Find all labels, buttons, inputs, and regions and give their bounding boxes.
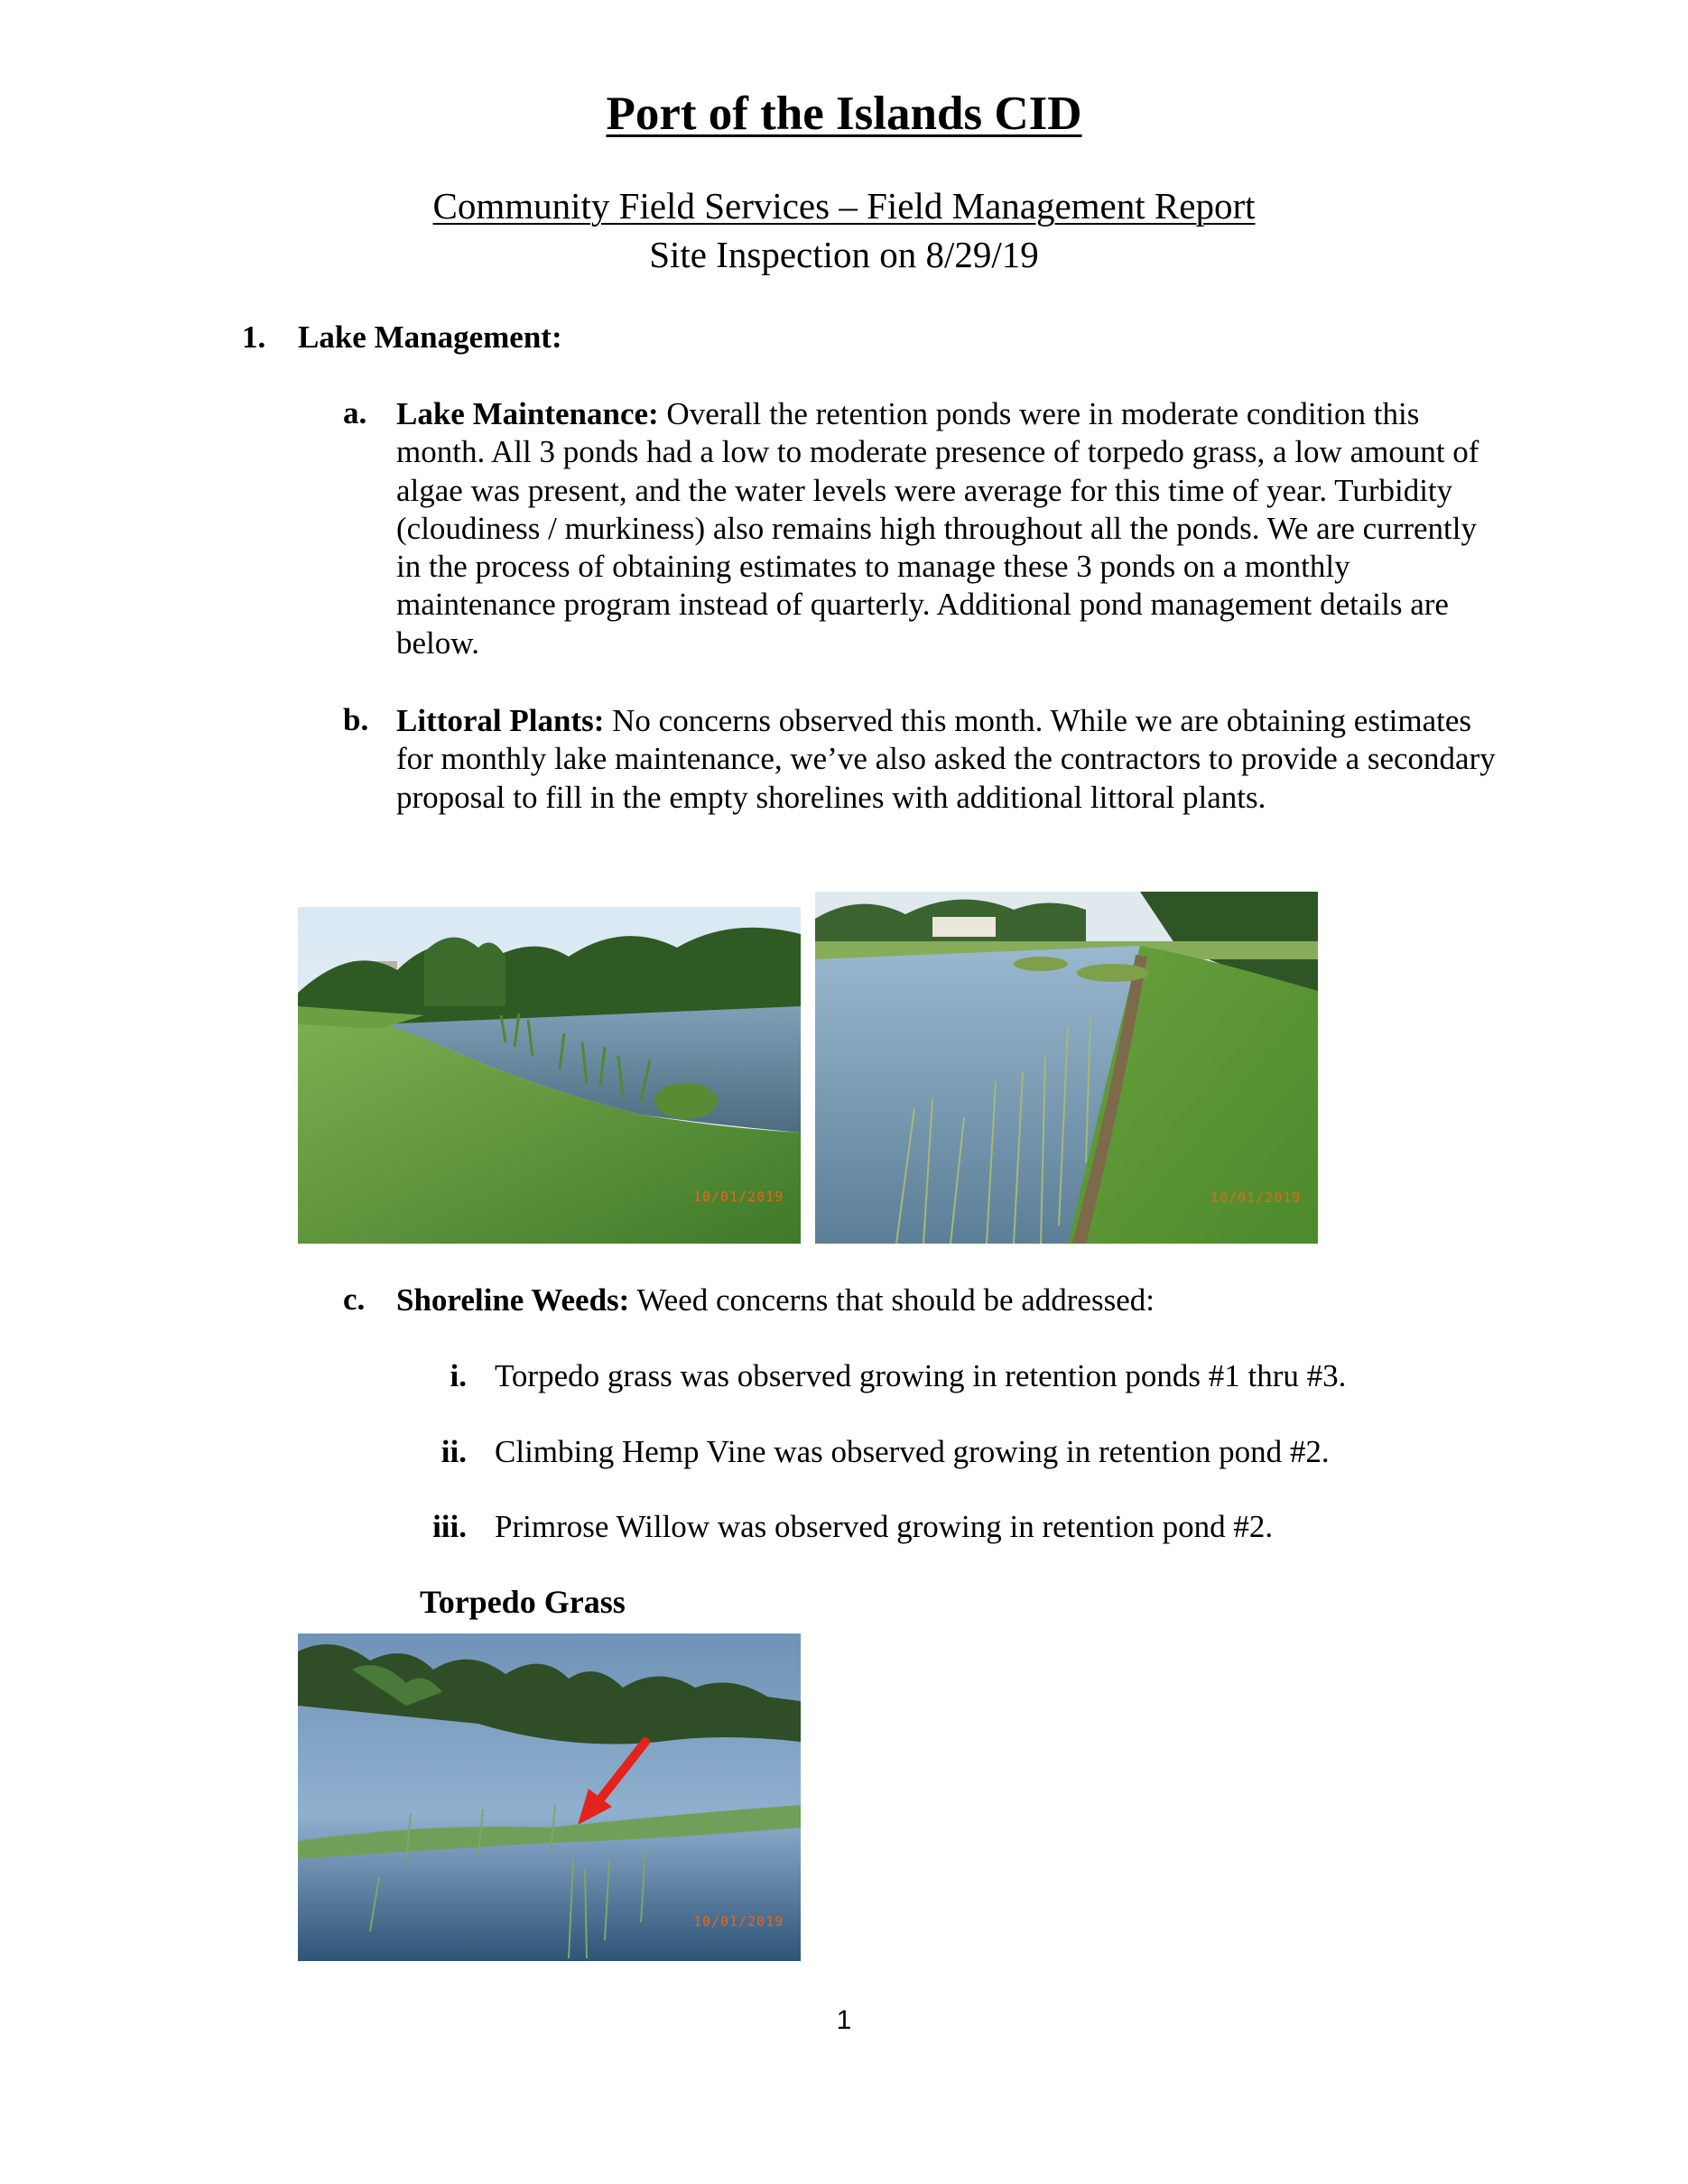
report-subtitle: Community Field Services – Field Management Report bbox=[432, 185, 1256, 227]
photo-date-stamp: 10/01/2019 bbox=[1210, 1189, 1302, 1206]
littoral-plants-label: Littoral Plants: bbox=[396, 703, 605, 738]
pond-photo-2 bbox=[815, 892, 1318, 1244]
shoreline-weeds-text: Weed concerns that should be addressed: bbox=[629, 1282, 1155, 1318]
weed-item-number: iii. bbox=[432, 1509, 467, 1544]
lake-maintenance-paragraph bbox=[396, 395, 1498, 662]
report-title: Port of the Islands CID bbox=[606, 88, 1082, 140]
section-number: 1. bbox=[242, 319, 266, 355]
pond-photo-1 bbox=[298, 907, 801, 1244]
weed-item-number: ii. bbox=[441, 1434, 467, 1469]
section-title: Lake Management: bbox=[298, 319, 562, 355]
littoral-plants-paragraph bbox=[396, 702, 1498, 817]
lake-maintenance-text: Overall the retention ponds were in moderate condition this month. All 3 ponds had a low to moderate presence of torpedo grass, a low amount of algae was present, and the water levels were average for this time of year. Turbidity (cloudiness / murkiness) also remains high throughout all the ponds. We are currently in the process of obtaining estimates to manage these 3 ponds on a monthly maintenance program instead of quarterly. Additional pond management details are below. bbox=[396, 396, 1479, 661]
weed-item-text: Climbing Hemp Vine was observed growing in retention pond #2. bbox=[495, 1434, 1330, 1469]
item-letter-a: a. bbox=[343, 395, 367, 430]
inspection-date: Site Inspection on 8/29/19 bbox=[649, 234, 1039, 275]
torpedo-grass-caption: Torpedo Grass bbox=[420, 1584, 626, 1620]
item-letter-c: c. bbox=[343, 1282, 366, 1317]
item-letter-b: b. bbox=[343, 702, 369, 737]
lake-maintenance-label: Lake Maintenance: bbox=[396, 396, 659, 431]
shoreline-weeds-paragraph bbox=[396, 1282, 1498, 1319]
weed-item-text: Torpedo grass was observed growing in retention ponds #1 thru #3. bbox=[495, 1358, 1347, 1393]
weed-item-number: i. bbox=[450, 1358, 467, 1393]
weed-item-text: Primrose Willow was observed growing in retention pond #2. bbox=[495, 1509, 1274, 1544]
page-number: 1 bbox=[836, 2005, 852, 2035]
torpedo-grass-photo bbox=[298, 1633, 801, 1961]
shoreline-weeds-label: Shoreline Weeds: bbox=[396, 1282, 630, 1318]
littoral-plants-text: No concerns observed this month. While we are obtaining estimates for monthly lake maintenance, we’ve also asked the contractors to provide a secondary proposal to fill in the empty shorelines with additional littoral plants. bbox=[396, 703, 1496, 815]
photo-date-stamp: 10/01/2019 bbox=[693, 1913, 784, 1930]
photo-date-stamp: 10/01/2019 bbox=[693, 1189, 784, 1205]
